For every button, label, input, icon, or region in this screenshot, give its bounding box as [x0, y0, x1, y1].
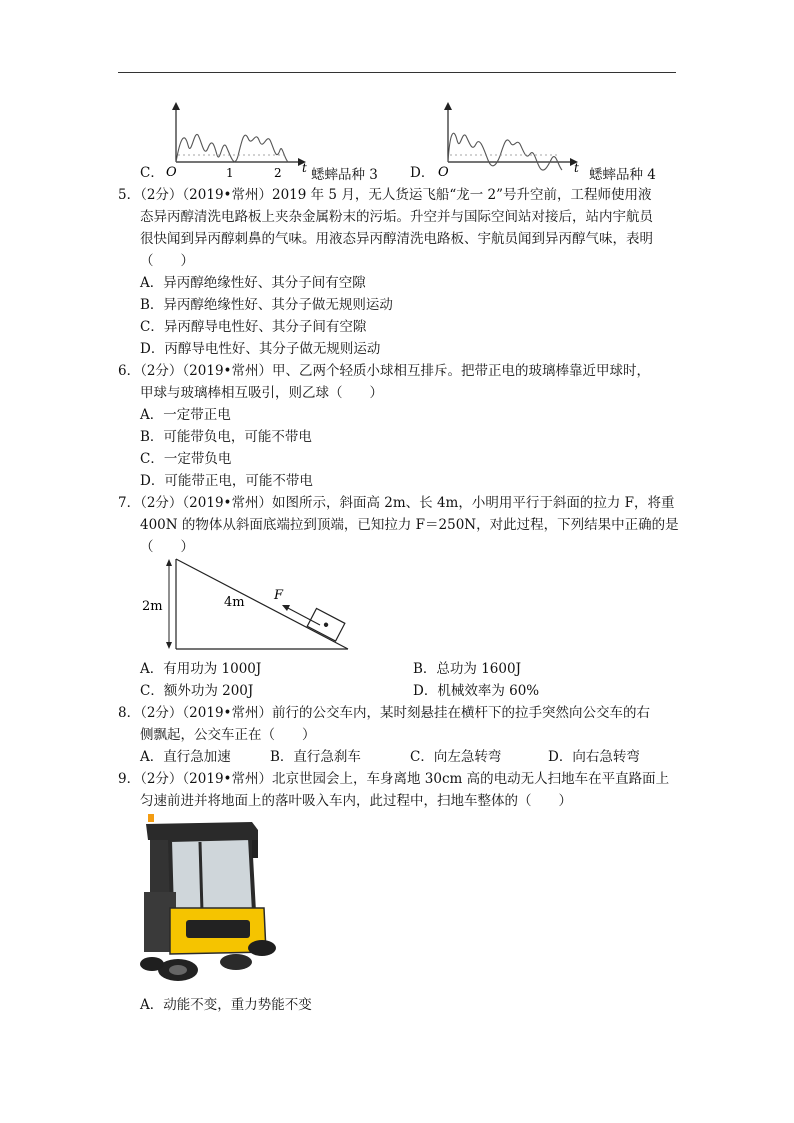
- graph-c-tick-1: 1: [226, 166, 234, 180]
- graph-d-caption: 蟋蟀品种 4: [589, 167, 656, 183]
- q7-option-a: A．有用功为 1000J: [140, 661, 262, 677]
- graph-d: [432, 100, 586, 180]
- q5-option-c: C．异丙醇导电性好、其分子间有空隙: [140, 319, 367, 335]
- sweeper-grille: [186, 920, 250, 938]
- graph-d-origin: O: [438, 165, 449, 180]
- graph-c-y-arrow: [172, 102, 180, 110]
- force-label: F: [274, 588, 284, 603]
- q9-line-1: 9．（2分）（2019•常州）北京世园会上，车身离地 30cm 高的电动无人扫地车在平直路面上: [118, 771, 670, 787]
- q8-option-b: B．直行急刹车: [270, 749, 361, 765]
- q5-line-1: 5．（2分）（2019•常州）2019 年 5 月，无人货运飞船“龙一 2”号升空前，工程师使用液: [118, 187, 652, 203]
- q8-line-1: 8．（2分）（2019•常州）前行的公交车内，某时刻悬挂在横杆下的拉手突然向公交车的右: [118, 705, 650, 721]
- block-group: [307, 608, 345, 641]
- graph-c-caption: 蟋蟀品种 3: [311, 167, 378, 183]
- graph-c-wave: [176, 134, 288, 162]
- q5-option-d: D．丙醇导电性好、其分子做无规则运动: [140, 341, 381, 357]
- q9-line-2: 匀速前进并将地面上的落叶吸入车内，此过程中，扫地车整体的（ ）: [140, 793, 572, 809]
- height-arrow-top: [166, 559, 172, 566]
- height-arrow-bottom: [166, 642, 172, 649]
- incline-slope: [176, 559, 348, 649]
- option-d-label: D．: [410, 165, 435, 181]
- sweeper-mirror: [252, 840, 258, 858]
- q7-line-2: 400N 的物体从斜面底端拉到顶端，已知拉力 F＝250N，对此过程，下列结果中正确的是: [140, 517, 679, 533]
- graph-c-tick-2: 2: [274, 166, 282, 180]
- graph-d-t-label: t: [574, 161, 579, 175]
- graph-c: [160, 100, 310, 180]
- header-rule: [118, 72, 676, 73]
- sweeper-right-brush: [248, 940, 276, 956]
- sweeper-left-brush: [140, 957, 164, 971]
- q7-paren: （ ）: [140, 539, 194, 555]
- q8-option-a: A．直行急加速: [140, 749, 231, 765]
- incline-figure: [140, 556, 360, 656]
- length-label: 4m: [224, 595, 245, 610]
- q5-paren: （ ）: [140, 253, 194, 269]
- q7-line-1: 7．（2分）（2019•常州）如图所示，斜面高 2m、长 4m，小明用平行于斜面的拉力 F，将重: [118, 495, 675, 511]
- option-c-label: C．: [140, 165, 164, 181]
- sweeper-beacon: [148, 814, 154, 822]
- q5-line-3: 很快闻到异丙醇刺鼻的气味。用液态异丙醇清洗电路板、宇航员闻到异丙醇气味，表明: [140, 231, 653, 247]
- q7-option-b: B．总功为 1600J: [413, 661, 521, 677]
- q6-line-2: 甲球与玻璃棒相互吸引，则乙球（ ）: [140, 385, 383, 401]
- q7-option-d: D．机械效率为 60%: [413, 683, 540, 699]
- q5-option-a: A．异丙醇绝缘性好、其分子间有空隙: [140, 275, 366, 291]
- q8-option-c: C．向左急转弯: [410, 749, 502, 765]
- q6-line-1: 6．（2分）（2019•常州）甲、乙两个轻质小球相互排斥。把带正电的玻璃棒靠近甲球时，: [118, 363, 650, 379]
- q6-option-a: A．一定带正电: [140, 407, 231, 423]
- q5-option-b: B．异丙醇绝缘性好、其分子做无规则运动: [140, 297, 393, 313]
- sweeper-cab-glass: [170, 838, 254, 912]
- graph-c-t-label: t: [302, 161, 307, 175]
- street-sweeper-image: [140, 812, 280, 990]
- q6-option-b: B．可能带负电，可能不带电: [140, 429, 312, 445]
- graph-c-origin: O: [166, 165, 177, 180]
- sweeper-door-frame: [200, 842, 202, 912]
- graph-d-y-arrow: [444, 102, 452, 110]
- q9-option-a: A．动能不变，重力势能不变: [140, 997, 312, 1013]
- q5-line-2: 态异丙醇清洗电路板上夹杂金属粉末的污垢。升空并与国际空间站对接后，站内宇航员: [140, 209, 653, 225]
- q8-line-2: 侧飘起，公交车正在（ ）: [140, 727, 316, 743]
- graph-d-wave: [448, 133, 562, 170]
- q8-option-d: D．向右急转弯: [548, 749, 640, 765]
- sweeper-front-wheel: [220, 954, 252, 970]
- q6-option-d: D．可能带正电，可能不带电: [140, 473, 313, 489]
- height-label: 2m: [142, 599, 163, 614]
- sweeper-left-hub: [169, 965, 187, 975]
- q6-option-c: C．一定带负电: [140, 451, 232, 467]
- q7-option-c: C．额外功为 200J: [140, 683, 254, 699]
